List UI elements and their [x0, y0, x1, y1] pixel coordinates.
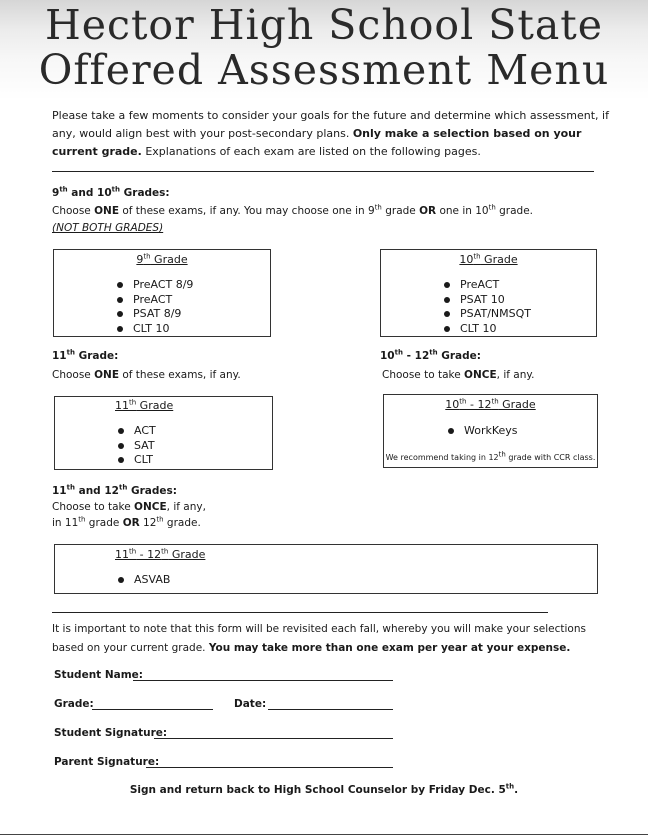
exam-option: PSAT/NMSQT — [444, 307, 596, 322]
section-10-12-label: 10th - 12th Grade: — [380, 348, 481, 362]
exam-option: CLT 10 — [117, 322, 270, 337]
box-9th-grade — [53, 249, 271, 337]
exam-option: PreACT — [117, 293, 270, 308]
box-10th-12th-grade — [383, 394, 598, 468]
exam-option: ACT — [118, 424, 272, 439]
parent-signature-label: Parent Signature: — [54, 756, 160, 768]
box-11th-12th-grade-list — [118, 573, 597, 588]
box-11th-12th-grade-title: 11th - 12th Grade — [115, 547, 206, 561]
intro-paragraph: Please take a few moments to consider your goals for the future and determine which assessment, if any, would align best with your post-secondary plans. Only make a selection based on your current grade. Explanations of each exam are listed on the following pages. — [52, 109, 609, 158]
revisit-notice: It is important to note that this form will be revisited each fall, whereby you will make your selections based on your current grade. You may take more than one exam per year at your expense. — [52, 623, 586, 654]
grade-label: Grade: — [54, 698, 94, 710]
workkeys-recommendation-note: We recommend taking in 12th grade with CCR class. — [385, 450, 596, 462]
exam-option: PSAT 8/9 — [117, 307, 270, 322]
page-edge — [0, 834, 648, 835]
section-9-10-description: Choose ONE of these exams, if any. You may choose one in 9th grade OR one in 10th grade. — [52, 203, 534, 217]
exam-option: CLT 10 — [444, 322, 596, 337]
grade-field[interactable] — [92, 709, 213, 710]
student-name-label: Student Name: — [54, 669, 143, 681]
section-9-10-label: 9th and 10th Grades: — [52, 185, 170, 199]
box-10th-grade-title: 10th Grade — [459, 252, 518, 266]
exam-option: WorkKeys — [448, 424, 597, 439]
section-11-description: Choose ONE of these exams, if any. — [52, 369, 241, 381]
exam-option: PreACT 8/9 — [117, 278, 270, 293]
exam-option: PreACT — [444, 278, 596, 293]
exam-option: ASVAB — [118, 573, 597, 588]
exam-option: PSAT 10 — [444, 293, 596, 308]
box-10th-grade-list — [444, 278, 596, 336]
return-instructions: Sign and return back to High School Counselor by Friday Dec. 5th. — [129, 782, 519, 796]
date-field[interactable] — [268, 709, 393, 710]
exam-option: SAT — [118, 439, 272, 454]
box-11th-grade-list — [118, 424, 272, 468]
box-9th-grade-list — [117, 278, 270, 336]
student-name-field[interactable] — [133, 680, 393, 681]
page-title-line-1: Hector High School State — [44, 1, 604, 49]
exam-option: CLT — [118, 453, 272, 468]
student-signature-label: Student Signature: — [54, 727, 168, 739]
box-11th-grade — [54, 396, 273, 470]
date-label: Date: — [234, 698, 267, 710]
student-signature-field[interactable] — [154, 738, 393, 739]
section-10-12-description: Choose to take ONCE, if any. — [382, 369, 535, 381]
section-11-label: 11th Grade: — [52, 348, 119, 362]
box-10th-12th-grade-title: 10th - 12th Grade — [445, 397, 536, 411]
section-11-12-description-line-1: Choose to take ONCE, if any, — [52, 501, 206, 513]
box-9th-grade-title: 9th Grade — [136, 252, 188, 266]
box-11th-grade-title: 11th Grade — [115, 398, 174, 412]
page-title-line-2: Offered Assessment Menu — [38, 46, 610, 94]
box-10th-12th-grade-list — [448, 424, 597, 439]
not-both-grades-note: (NOT BOTH GRADES) — [52, 222, 164, 234]
section-11-12-label: 11th and 12th Grades: — [52, 483, 177, 497]
divider-bottom — [52, 612, 548, 613]
parent-signature-field[interactable] — [146, 767, 393, 768]
box-11th-12th-grade — [54, 544, 598, 594]
box-10th-grade — [380, 249, 597, 337]
divider-top — [52, 171, 594, 172]
section-11-12-description-line-2: in 11th grade OR 12th grade. — [52, 515, 201, 529]
